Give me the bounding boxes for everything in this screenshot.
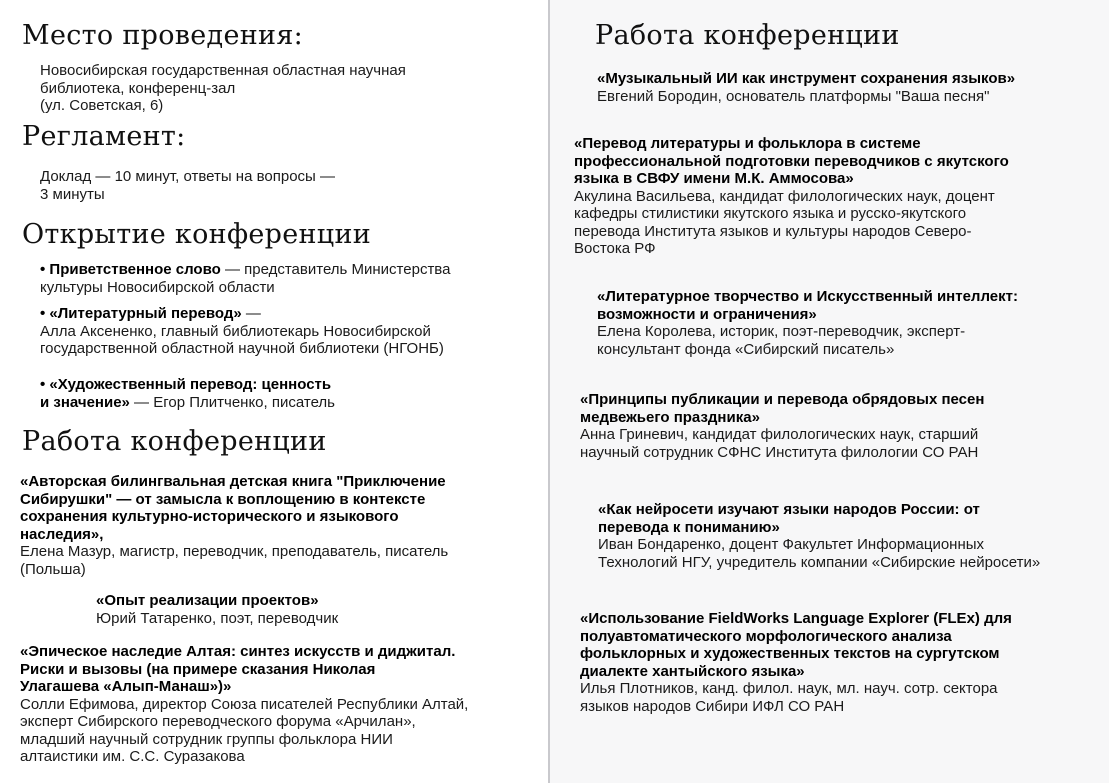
talk-project-experience: «Опыт реализации проектов» Юрий Татаренко, поэт, переводчик bbox=[96, 592, 339, 627]
opening-item-artistic-translation: • «Художественный перевод: ценность и значение» — Егор Плитченко, писатель bbox=[40, 376, 335, 411]
work-heading-right: Работа конференции bbox=[595, 20, 900, 51]
schedule-heading: Регламент: bbox=[22, 121, 186, 152]
talk-neural-networks: «Как нейросети изучают языки народов России: от перевода к пониманию» Иван Бондаренко, доцент Факультет Информационных Технологий НГУ, учредитель компании «Сибирские нейросети» bbox=[598, 501, 1041, 571]
right-column bbox=[550, 0, 1109, 783]
opening-heading: Открытие конференции bbox=[22, 219, 372, 250]
work-heading-left: Работа конференции bbox=[22, 426, 327, 457]
talk-flex: «Использование FieldWorks Language Explorer (FLEx) для полуавтоматического морфологического анализа фольклорных и художественных текстов на сургутском диалекте хантыйского языка» Илья Плотников, канд. филол. наук, мл. науч. сотр. сектора языков народов Сибири ИФЛ СО РАН bbox=[580, 610, 1012, 715]
opening-item-greeting: • Приветственное слово — представитель Министерства культуры Новосибирской области bbox=[40, 261, 450, 296]
schedule-text: Доклад — 10 минут, ответы на вопросы — 3 минуты bbox=[40, 168, 335, 203]
talk-altai-heritage: «Эпическое наследие Алтая: синтез искусств и диджитал. Риски и вызовы (на примере сказания Николая Улагашева «Алып-Манаш»)» Солли Ефимова, директор Союза писателей Республики Алтай, эксперт Сибирского переводческого форума «Арчилан», младший научный сотрудник группы фольклора НИИ алтаистики им. С.С. Суразакова bbox=[20, 643, 469, 765]
talk-literary-ai: «Литературное творчество и Искусственный интеллект: возможности и ограничения» Елена Королева, историк, поэт-переводчик, эксперт- консультант фонда «Сибирский писатель» bbox=[597, 288, 1018, 358]
venue-text: Новосибирская государственная областная научная библиотека, конференц-зал (ул. Советская, 6) bbox=[40, 62, 406, 114]
opening-item-literary-translation: • «Литературный перевод» — Алла Аксененко, главный библиотекарь Новосибирской государственной областной научной библиотеки (НГОНБ) bbox=[40, 305, 444, 358]
talk-bilingual-book: «Авторская билингвальная детская книга "Приключение Сибирушки" — от замысла к воплощению в контексте сохранения культурно-исторического и языкового наследия», Елена Мазур, магистр, переводчик, преподаватель, писатель (Польша) bbox=[20, 473, 449, 578]
left-column bbox=[0, 0, 548, 783]
talk-music-ai: «Музыкальный ИИ как инструмент сохранения языков» Евгений Бородин, основатель платформы "Ваша песня" bbox=[597, 70, 1016, 105]
talk-yakut-translation: «Перевод литературы и фольклора в системе профессиональной подготовки переводчиков с якутского языка в СВФУ имени М.К. Аммосова» Акулина Васильева, кандидат филологических наук, доцент кафедры стилистики якутского языка и русско-якутского перевода Института языков и культуры народов Северо- Востока РФ bbox=[574, 135, 1009, 257]
venue-heading: Место проведения: bbox=[22, 20, 304, 51]
talk-bear-festival: «Принципы публикации и перевода обрядовых песен медвежьего праздника» Анна Гриневич, кандидат филологических наук, старший научный сотрудник СФНС Института филологии СО РАН bbox=[580, 391, 985, 461]
